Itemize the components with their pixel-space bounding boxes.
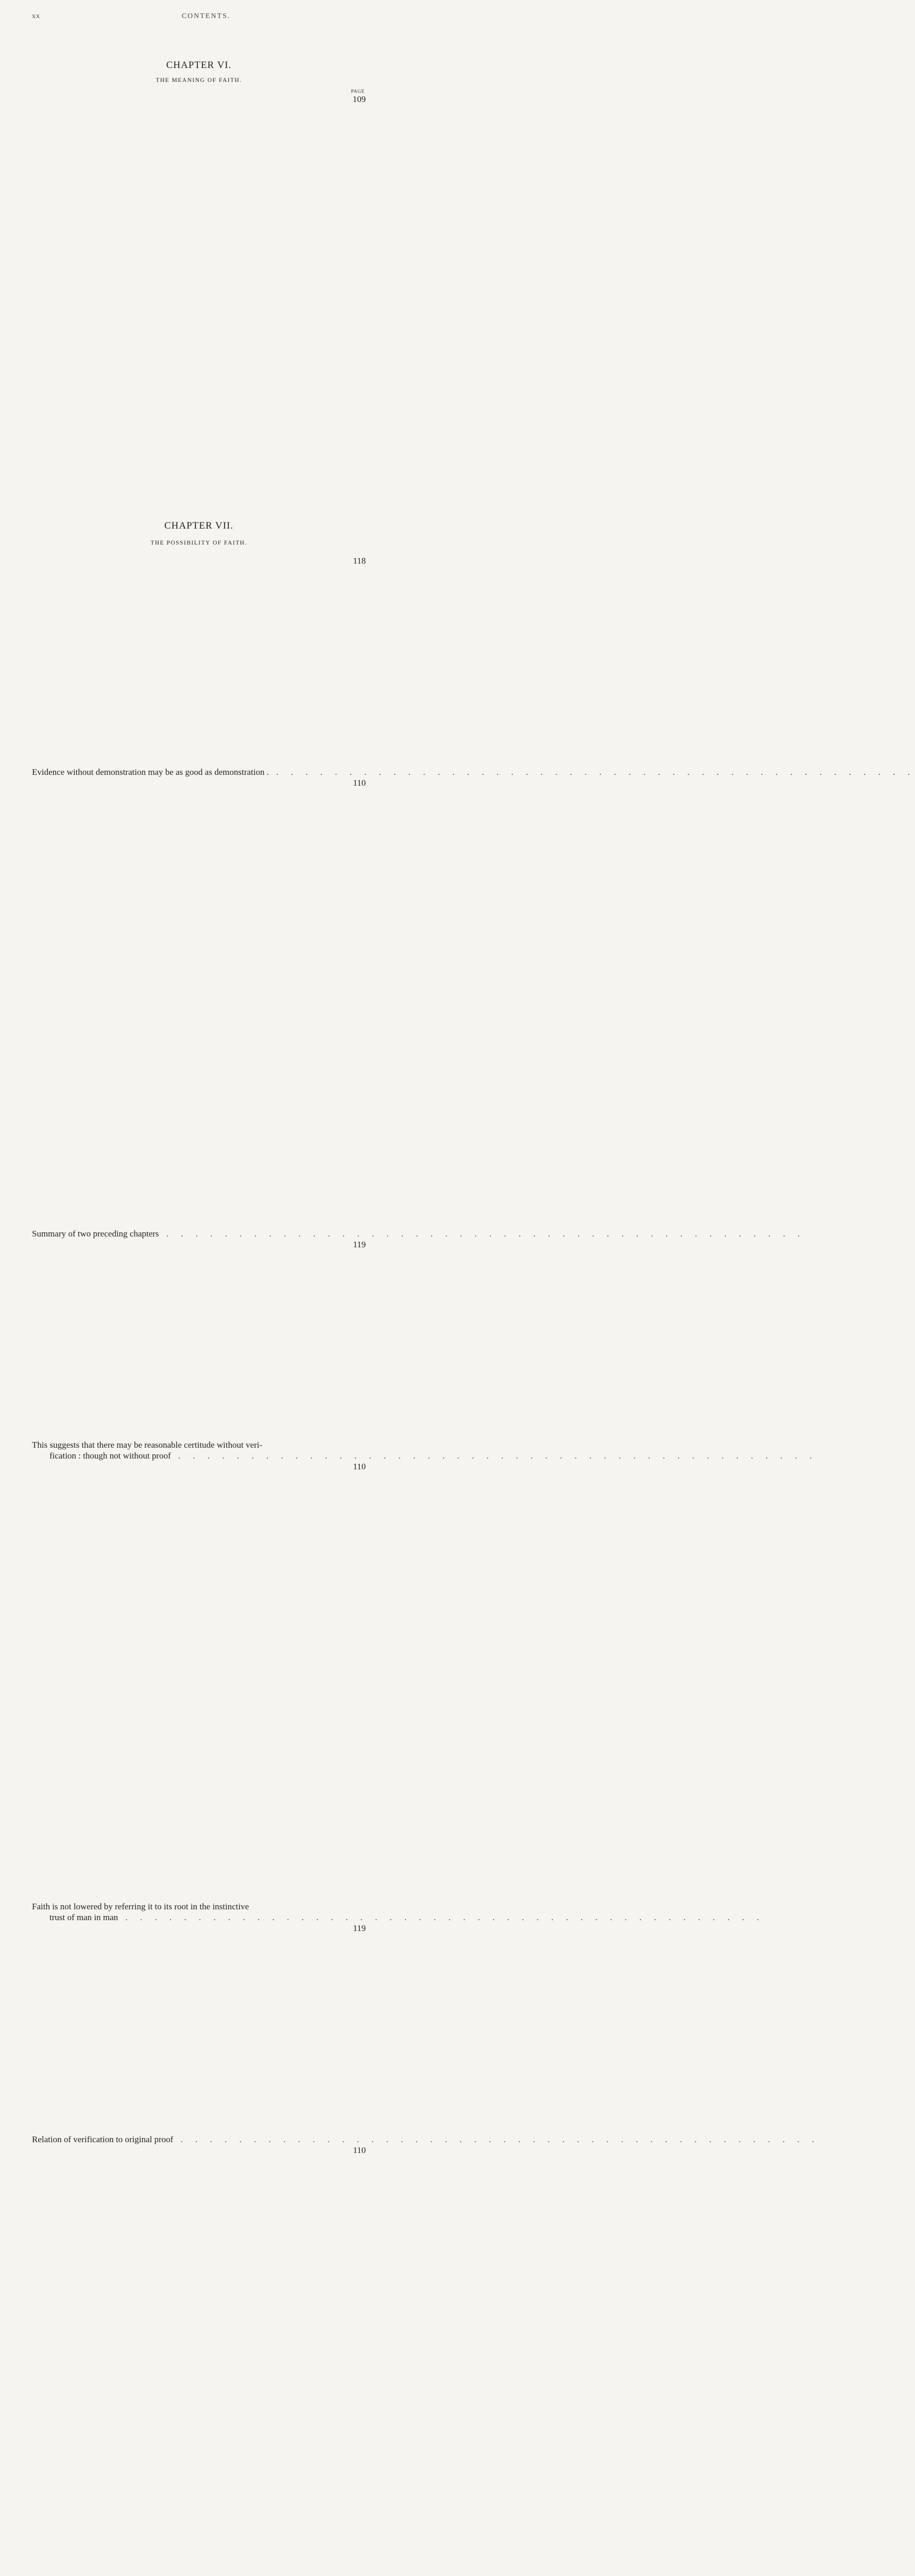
toc-entry-text — [32, 1901, 765, 1923]
chapter-seven — [32, 520, 805, 2576]
chapter-title: CHAPTER VI. — [166, 60, 232, 71]
toc-entry-title: Relation of verification to original proof — [32, 2134, 174, 2144]
dot-leader: . . . . . . . . . . . . . . . . . . . . . . . . . . . . . . . . . . . . . . . . . . . . — [268, 767, 915, 777]
toc-entry — [32, 555, 805, 1239]
toc-entry-page: 110 — [353, 2145, 366, 2155]
dot-leader: . . . . . . . . . . . . . . . . . . . . . . . . . . . . . . . . . . . . . . . . . . . . — [159, 1229, 805, 1239]
toc-entry-title: Evidence without demonstration may be as good as demonstration . — [32, 767, 269, 777]
dot-leader: . . . . . . . . . . . . . . . . . . . . . . . . . . . . . . . . . . . . . . . . . . . . — [171, 1451, 817, 1461]
toc-entry-page: 110 — [353, 778, 366, 788]
chapter-subtitle: THE POSSIBILITY OF FAITH. — [150, 540, 247, 546]
toc-entry-list — [32, 555, 805, 2576]
toc-entry-title: Summary of two preceding chapters — [32, 1229, 159, 1239]
toc-entry-continuation: fication : though not without proof — [49, 1451, 171, 1461]
chapter-subtitle: THE MEANING OF FAITH. — [156, 77, 242, 83]
toc-entry-continuation: trust of man in man — [49, 1912, 118, 1922]
toc-entry — [32, 1923, 366, 2576]
toc-entry-line: This suggests that there may be reasonable certitude without veri- — [32, 1440, 263, 1450]
dot-leader: . . . . . . . . . . . . . . . . . . . . . . . . . . . . . . . . . . . . . . . . . . . . — [173, 2134, 820, 2144]
running-head-title: CONTENTS. — [181, 12, 231, 20]
running-head — [32, 12, 380, 25]
toc-entry-page: 119 — [353, 1923, 366, 1933]
toc-entry-text — [32, 1228, 805, 1239]
toc-entry — [32, 1239, 765, 1923]
toc-entry-page: 118 — [353, 556, 366, 566]
chapter-title: CHAPTER VII. — [164, 520, 234, 531]
toc-entry-line: Faith is not lowered by referring it to its root in the instinctive — [32, 1902, 249, 1911]
toc-entry-page: 119 — [353, 1240, 366, 1249]
toc-entry-page: 109 — [352, 94, 366, 104]
toc-entry-page: 110 — [353, 1462, 366, 1471]
dot-leader: . . . . . . . . . . . . . . . . . . . . . . . . . . . . . . . . . . . . . . . . . . . . — [118, 1912, 765, 1922]
running-head-page-number: xx — [32, 12, 40, 20]
page-column-label: PAGE — [351, 89, 365, 94]
